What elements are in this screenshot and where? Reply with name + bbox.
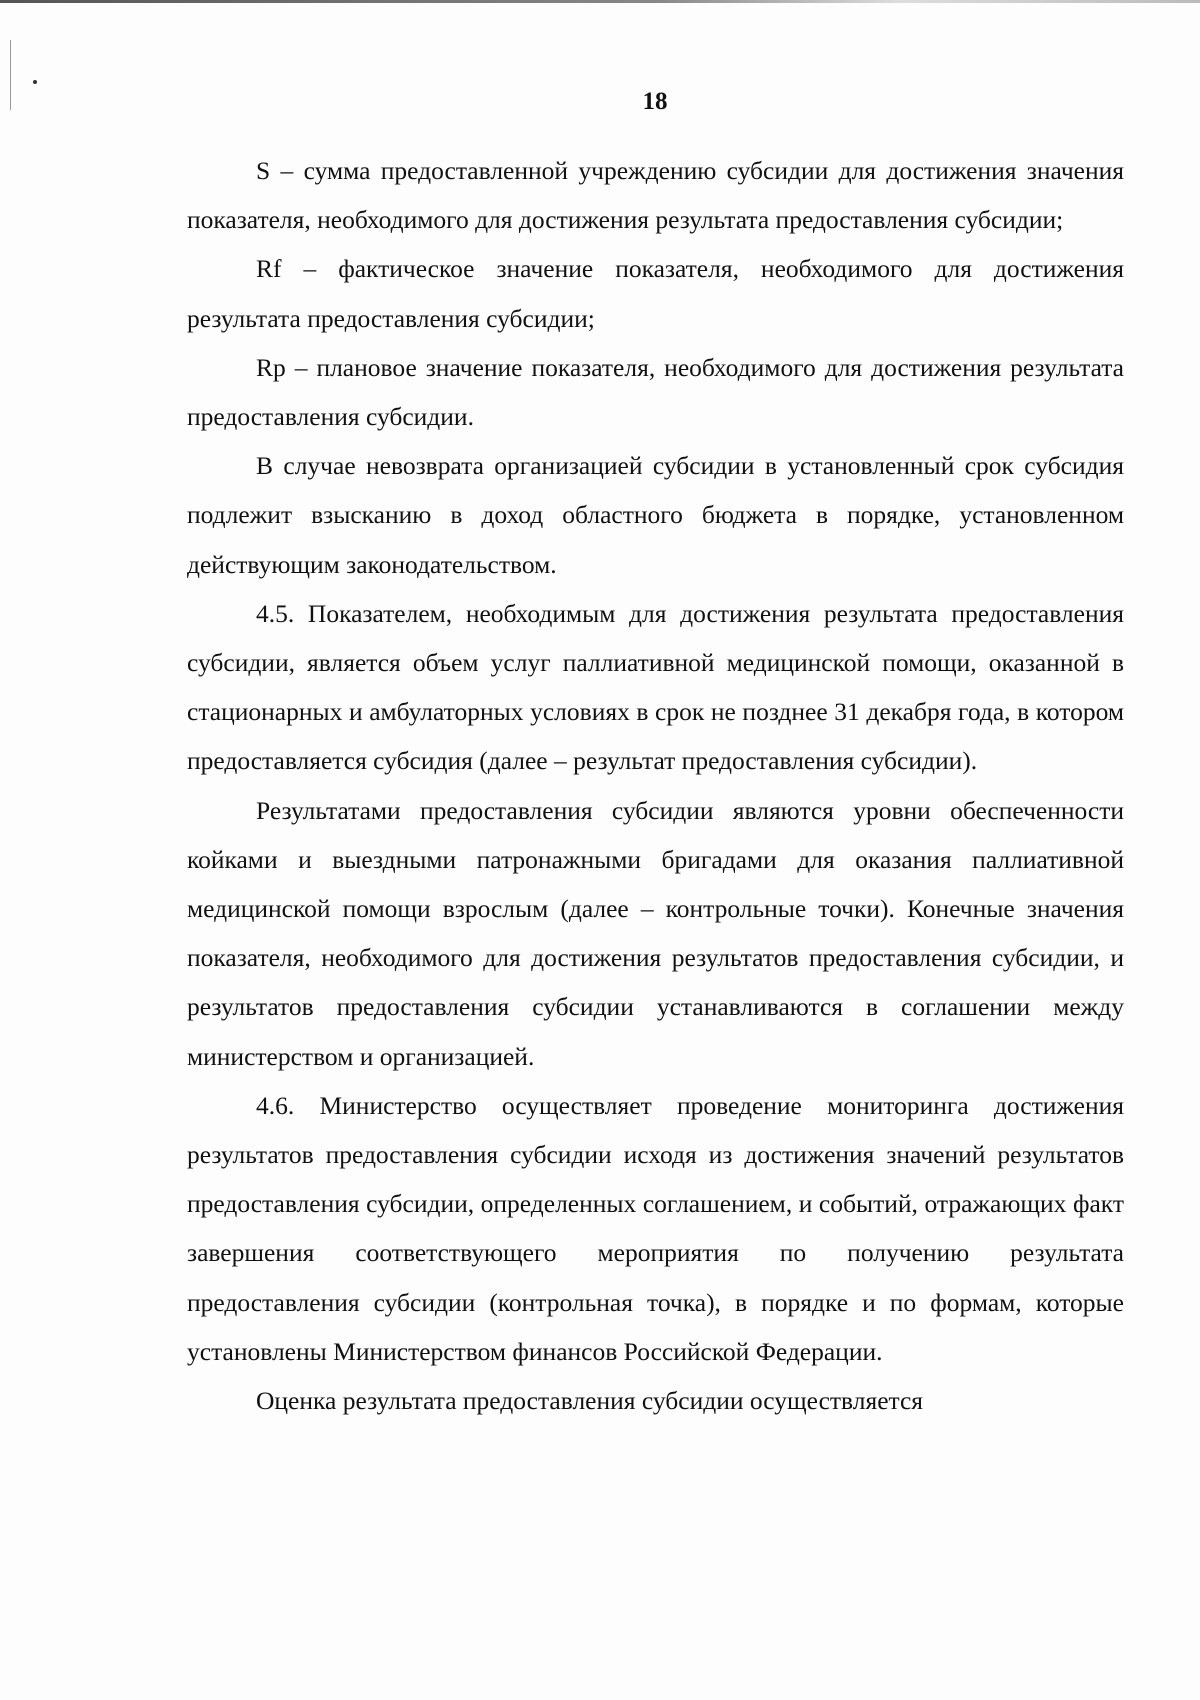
paragraph-s-definition: S – сумма предоставленной учреждению субсидии для достижения значения показателя, необходимого для достижения результата предоставления субсидии; <box>187 156 1124 235</box>
scan-speck <box>33 80 37 84</box>
page-number: 18 <box>642 88 668 115</box>
scan-edge-top <box>0 0 1200 3</box>
paragraph-4-5: 4.5. Показателем, необходимым для достижения результата предоставления субсидии, является объем услуг паллиативной медицинской помощи, оказанной в стационарных и амбулаторных условиях в срок не позднее 31 декабря года, в котором предоставляется субсидия (далее – результат предоставления субсидии). <box>187 598 1124 776</box>
paragraph-4-6: 4.6. Министерство осуществляет проведение мониторинга достижения результатов предоставления субсидии исходя из достижения значений результатов предоставления субсидии, определенных соглашением, и событий, отражающих факт завершения соответствующего мероприятия по получению результата предоставления субсидии (контрольная точка), в порядке и по формам, которые установлены Министерством финансов Российской Федерации. <box>187 1090 1124 1366</box>
paragraph-rp-definition: Rp – плановое значение показателя, необходимого для достижения результата предоставления субсидии. <box>187 352 1124 432</box>
paragraph-rf-definition: Rf – фактическое значение показателя, необходимого для достижения результата предоставления субсидии; <box>187 254 1124 333</box>
paragraph-assessment: Оценка результата предоставления субсидии осуществляется <box>256 1386 924 1416</box>
paragraph-results: Результатами предоставления субсидии являются уровни обеспеченности койками и выездными патронажными бригадами для оказания паллиативной медицинской помощи взрослым (далее – контрольные точки). Конечные значения показателя, необходимого для достижения результатов предоставления субсидии, и результатов предоставления субсидии устанавливаются в соглашении между министерством и организацией. <box>187 795 1124 1071</box>
paragraph-non-return: В случае невозврата организацией субсидии в установленный срок субсидия подлежит взысканию в доход областного бюджета в порядке, установленном действующим законодательством. <box>187 451 1124 579</box>
document-body <box>187 146 1124 1425</box>
